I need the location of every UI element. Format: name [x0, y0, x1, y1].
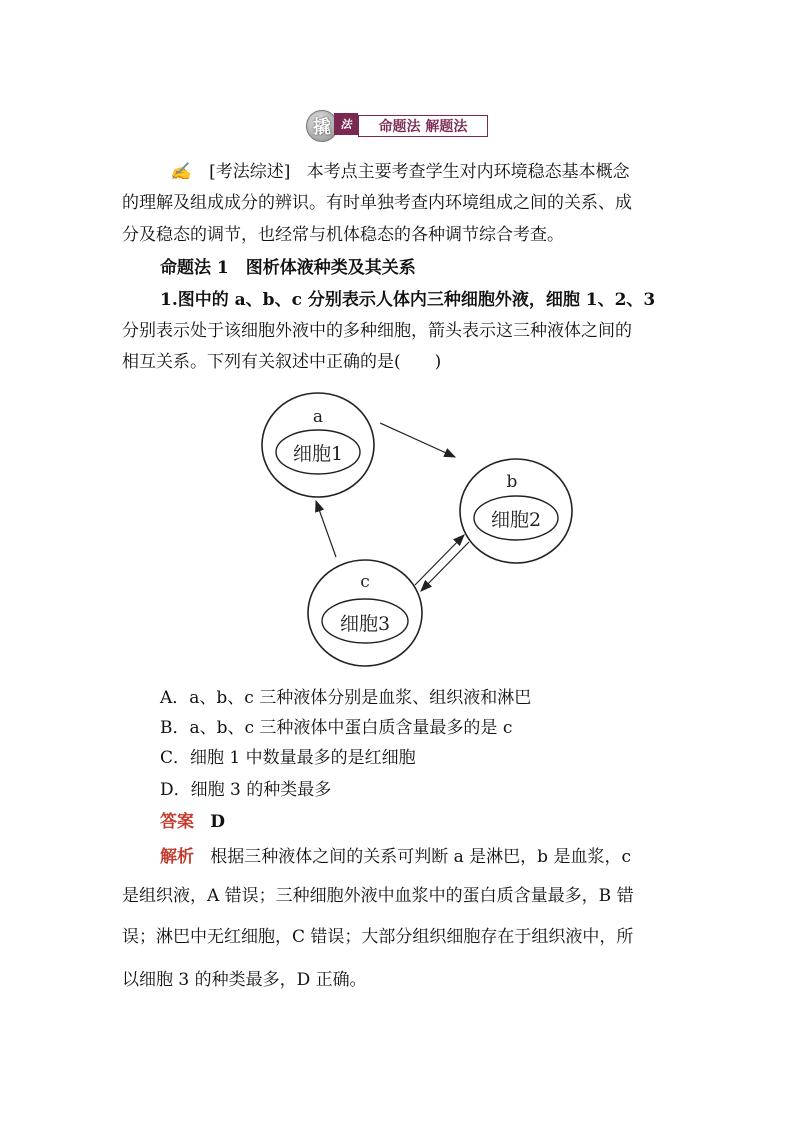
- analysis-label: 解析: [160, 847, 194, 867]
- question-line1: [160, 288, 655, 312]
- section-banner: [306, 108, 488, 142]
- option-a: A．a、b、c 三种液体分别是血浆、组织液和淋巴: [160, 688, 532, 708]
- analysis-line4: 以细胞 3 的种类最多，D 正确。: [122, 970, 367, 990]
- arrow-a-to-b: [380, 423, 455, 457]
- overview-line1: 本考点主要考查学生对内环境稳态基本概念: [306, 162, 630, 182]
- banner-tag: 法: [334, 113, 358, 135]
- fluid-c-label: c: [360, 572, 370, 592]
- pen-icon: ✍: [170, 162, 192, 182]
- overview-first-line: [170, 160, 630, 184]
- arrow-c-to-a: [316, 501, 336, 557]
- overview-line2: 的理解及组成成分的辨识。有时单独考查内环境组成之间的关系、成: [122, 193, 632, 213]
- analysis-line3: 误；淋巴中无红细胞，C 错误；大部分组织细胞存在于组织液中，所: [122, 927, 634, 947]
- option-d: D．细胞 3 的种类最多: [160, 780, 332, 800]
- fluid-a-label: a: [312, 407, 324, 427]
- option-c: C．细胞 1 中数量最多的是红细胞: [160, 748, 416, 768]
- answer-value: D: [210, 812, 225, 832]
- option-b: B．a、b、c 三种液体中蛋白质含量最多的是 c: [160, 718, 513, 738]
- overview-label: [考法综述]: [209, 162, 291, 182]
- banner-title: 命题法 解题法: [358, 115, 488, 137]
- arrow-b-to-c: [421, 542, 469, 591]
- analysis-first-line: [160, 845, 631, 869]
- cell1-label: 细胞1: [292, 443, 344, 465]
- cell2-label: 细胞2: [490, 509, 542, 531]
- question-line3: 相互关系。下列有关叙述中正确的是( ): [122, 352, 442, 372]
- arrow-c-to-b: [415, 535, 464, 585]
- method-title: 命题法 1 图析体液种类及其关系: [160, 258, 416, 278]
- overview-line3: 分及稳态的调节，也经常与机体稳态的各种调节综合考查。: [122, 225, 564, 245]
- seal-emblem: 撬: [306, 110, 338, 142]
- fluid-b-label: b: [506, 472, 518, 492]
- question-text-1: 1.图中的 a、b、c 分别表示人体内三种细胞外液，细胞 1、2、3: [160, 290, 656, 310]
- analysis-line2: 是组织液，A 错误；三种细胞外液中血浆中的蛋白质含量最多，B 错: [122, 886, 634, 906]
- answer-row: [160, 810, 225, 834]
- cell3-label: 细胞3: [339, 613, 391, 635]
- question-line2: 分别表示处于该细胞外液中的多种细胞，箭头表示这三种液体之间的: [122, 321, 632, 341]
- analysis-line1: 根据三种液体之间的关系可判断 a 是淋巴，b 是血浆，c: [210, 847, 631, 867]
- body-fluid-diagram: [250, 385, 580, 675]
- answer-label: 答案: [160, 812, 194, 832]
